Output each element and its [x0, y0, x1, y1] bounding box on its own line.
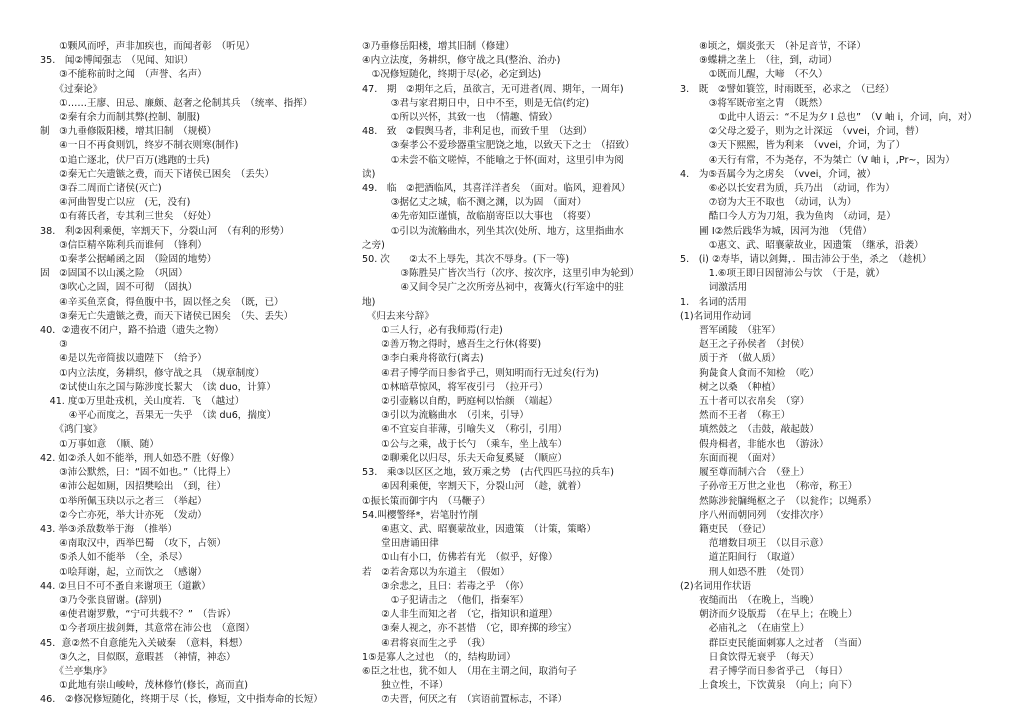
text-line: 质于齐 （做人质）	[680, 353, 781, 365]
text-line: ④使君谢罗敷，“宁可共载不？” （告诉）	[40, 609, 237, 621]
text-line: 序八州而朝同列 （安排次序）	[680, 509, 829, 521]
text-line: 44. ②旦日不可不蚤自来谢项王（道歉）	[40, 580, 211, 592]
text-line: ③乃令张良留谢。(辞别)	[40, 594, 162, 606]
text-line: ①惠文、武、昭襄蒙故业，因遗策 （继承，沿袭）	[680, 239, 924, 251]
text-line: 圃 I②然后践华为城，因河为池 （凭借）	[680, 225, 872, 237]
text-line: ④内立法度，务耕织，修守战之具(整治、治办)	[362, 55, 561, 67]
text-line: ①……王廖、田忌、廉颇、赵奢之伦制其兵 （统率、指挥）	[40, 97, 313, 109]
text-line: ⑥必以长安君为质，兵乃出 （动词，作为）	[680, 183, 895, 195]
text-line: ④平心而度之，吾果无一失乎 （读 du6，揣度）	[40, 410, 277, 422]
text-line: 42. 如②杀人如不能举，刑人如恐不胜（好像）	[40, 452, 240, 464]
text-line: ③余悲之，且曰：若毒之乎 （你）	[362, 580, 529, 592]
text-line: 53. 乘③以区区之地，致万乘之势 (古代四匹马拉的兵车)	[362, 467, 614, 479]
text-line: ①颗风而呼，声非加疾也，而闻者彰 （听见）	[40, 41, 255, 52]
text-line: ②善万物之得时，感吾生之行休(将要)	[362, 339, 542, 351]
text-line: ①有蒋氏者，专其利三世矣 （好处）	[40, 211, 217, 223]
text-line: 《兰亭集序》	[40, 665, 112, 677]
text-line: ③乃垂修岳阳楼，增其旧制（修建）	[362, 41, 515, 52]
text-line: 《过秦论》	[40, 83, 103, 95]
text-line: ③秦无亡失遗镞之费，而天下诸侯已困矣 （失、丢失）	[40, 310, 294, 322]
text-line: ⑥臣之壮也，犹不如人 （用在主谓之间，取消句子	[362, 665, 577, 677]
text-line: ④因利乘便，宰割天下，分裂山河 （趁，就着）	[362, 481, 587, 493]
text-line: 酷口今人方为刀俎，我为鱼肉 （动词，是）	[680, 211, 896, 223]
text-line: ②人非生而知之者 （它，指知识和道理）	[362, 609, 558, 621]
text-line: ②秦无亡矢遗镞之费，而天下诸侯已困矣 （丢失）	[40, 168, 275, 180]
text-line: ③将军既帝室之胄 （既然）	[680, 97, 828, 109]
text-line: ③李白乘舟将欲行(离去)	[362, 353, 484, 365]
text-line: ④君将哀而生之乎 （我）	[362, 637, 491, 649]
text-line: ④天行有常，不为尧存，不为桀亡（V 岫 i，,Pr~，因为）	[680, 154, 955, 166]
text-line: ④又间令吴广之次所旁丛祠中，夜篝火(行军途中的驻	[362, 282, 624, 294]
text-line: 填然鼓之 （击鼓，敲起鼓）	[680, 424, 820, 436]
column-middle	[362, 40, 680, 708]
text-line: 夜缒而出 （在晚上，当晚）	[680, 594, 820, 606]
text-line: ③陈胜吴广皆次当行（次序、按次序，这里引申为轮到）	[362, 268, 640, 280]
text-line: 46. ②修况修短随化，终期于尽（长，修短，文中指寿命的长短）	[40, 694, 323, 706]
text-line: 然陈涉瓮牖绳枢之子 （以瓮作；以绳系）	[680, 495, 877, 507]
text-line: ⑦窃为大王不取也 （动词，认为）	[680, 197, 857, 209]
text-line: 独立性，不译）	[362, 680, 449, 692]
text-line: ④辛买鱼烹食，得鱼腹中书，固以怪之矣 （既，已）	[40, 296, 284, 308]
text-line: 道芷阳间行 （取道）	[680, 552, 800, 564]
text-line: 45．意②然不自意能先入关破秦 （意料，料想）	[40, 637, 248, 649]
text-line: ③秦人视之，亦不甚惜 （它，即弃掷的珍宝）	[362, 623, 577, 635]
text-line: 40．②遗夜不闭户，路不拾遗（遗失之物）	[40, 325, 224, 337]
text-line: 日食饮得无衰乎 （每天）	[680, 651, 820, 663]
text-line: (2)名词用作状语	[680, 580, 752, 592]
text-line: 刑人如恐不胜 （处罚）	[680, 566, 810, 578]
text-line: ①秦孝公据崤函之固 （险固的地势）	[40, 254, 217, 266]
text-line: 之旁)	[362, 239, 385, 251]
text-line: 4. 为⑤吾属今为之虏矣 （vvei，介词，被）	[680, 168, 876, 180]
text-line: 必庙礼之 （在庙堂上）	[680, 623, 810, 635]
text-line: ①子犯请击之 （他们，指秦军）	[362, 594, 529, 606]
text-line: 履至尊而制六合 （登上）	[680, 467, 810, 479]
text-line: ③吹心之固，固不可彻 （固执）	[40, 282, 198, 294]
text-line: ②秦有余力而制其弊(控制、制服)	[40, 112, 200, 124]
text-line: ①举所佩玉玦以示之者三 （举起）	[40, 495, 207, 507]
text-line: 狗彘食人食而不知检 （吃）	[680, 367, 820, 379]
text-line: ①万事如意 （顺、随）	[40, 438, 159, 450]
text-line: ②聊乘化以归尽，乐夫天命复奚疑 （顺应）	[362, 452, 568, 464]
text-line: 君子博学而日参省乎己 （每日）	[680, 665, 848, 677]
text-line: ①今者项庄拔剑舞，其意常在沛公也 （意图）	[40, 623, 255, 635]
text-line: 赵王之子孙侯者 （封侯）	[680, 339, 810, 351]
text-line: 38. 利②因利乘便，宰割天下，分裂山河 （有利的形势）	[40, 225, 290, 237]
text-line: 五十者可以衣帛矣 （穿）	[680, 396, 810, 408]
text-line: ④惠文、武、昭襄蒙故业，因遗策 （计策，策略）	[362, 523, 597, 535]
text-line: 《鸿门宴》	[40, 424, 103, 436]
text-line: 群臣吏民能面刺寡人之过者 （当面）	[680, 637, 868, 649]
text-line: ⑦夫晋，何厌之有 （宾语前置标志，不译）	[362, 694, 568, 706]
text-line: ④河曲智叟亡以应 (无，没有)	[40, 197, 191, 209]
text-line: 54.叫樱警绎*，岩笔肘竹削	[362, 509, 478, 521]
text-line: ①公与之乘，战于长勺 （乘车，坐上战车）	[362, 438, 568, 450]
text-line: ①引以为流觞曲水，列坐其次(处所、地方，这里指曲水	[362, 225, 624, 237]
text-line: 堂田唐诵田律	[362, 538, 439, 550]
text-line: ③信臣精卒陈利兵而谁何 （锋利）	[40, 239, 207, 251]
text-line: 范增数目项王 （以目示意）	[680, 538, 829, 550]
text-line: 1. 名词的活用	[680, 296, 747, 308]
text-line: 词激活用	[680, 282, 748, 294]
text-line: ①况修短随化，终期于尽(必，必定到达)	[362, 69, 542, 81]
text-line: ①既而儿醒，大啼 （不久）	[680, 69, 828, 81]
text-line: 1.⑥项王即日因留沛公与饮 （于是，就）	[680, 268, 885, 280]
text-line: 47. 期 ②期年之后，虽欲言，无可进者(周、期年，一周年)	[362, 83, 624, 95]
text-line: ④一日不再食则饥，终岁不制衣则寒(制作)	[40, 140, 239, 152]
text-line: 地)	[362, 296, 376, 308]
text-line: 子孙帝王万世之业也 （称帝，称王）	[680, 481, 858, 493]
text-line: ②试使山东之国与陈涉度长絜大 （读 duo，计算）	[40, 381, 276, 393]
text-line: ③	[40, 339, 68, 351]
text-line: 49. 临 ②把酒临风，其喜洋洋者矣 （面对。临风，迎着风）	[362, 183, 631, 195]
text-line: ④南取汉中，西举巴蜀 （攻下，占领）	[40, 538, 227, 550]
text-line: ①振长策而御宇内 （马鞭子）	[362, 495, 491, 507]
text-line: 41. 度①万里赴戎机，关山度若．飞 （越过）	[40, 396, 245, 408]
text-line: ③秦孝公不爱珍器重宝肥饶之地，以致天下之士 （招致）	[362, 140, 635, 152]
text-line: ①林暗草惊风，将军夜引弓 （拉开弓）	[362, 381, 549, 393]
text-line: ③引以为流觞曲水 （引来，引导）	[362, 410, 529, 422]
text-line: 然而不王者 （称王）	[680, 410, 791, 422]
text-line: ①所以兴怀，其致一也 （情趣、情致）	[362, 112, 558, 124]
text-line: ②引壶觞以自酌，眄庭柯以怡颜 （端起）	[362, 396, 558, 408]
text-line: ⑨蝶耕之垄上 （往，到，动词）	[680, 55, 838, 67]
text-line: 3. 既 ②譬如簑笠，时雨既至，必求之 （已经）	[680, 83, 895, 95]
text-line: ④沛公起如厕，因招樊哙出 （到，往）	[40, 481, 227, 493]
text-line: ④君子博学而日参省乎己，则知明而行无过矣(行为)	[362, 367, 599, 379]
text-line: ⑤杀人如不能举 （全，杀尽）	[40, 552, 188, 564]
text-line: 朝济而夕设版焉 （在早上；在晚上）	[680, 609, 858, 621]
text-line: 《归去来兮辞》	[362, 310, 434, 322]
text-line: ③吞二周而亡诸侯(灭亡)	[40, 183, 162, 195]
text-line: ②父母之爱子，则为之计深远 （vvei，介词，替）	[680, 126, 925, 138]
text-line: ③久之，目似瞑，意暇甚 （神情，神态）	[40, 651, 236, 663]
text-line: ①山有小口，仿佛若有光 （似乎，好像）	[362, 552, 558, 564]
text-line: 48. 致 ②假舆马者，非利足也，而致千里 （达到）	[362, 126, 593, 138]
text-line: 树之以桑 （种植）	[680, 381, 781, 393]
text-line: 假舟楫者，非能水也 （游泳）	[680, 438, 829, 450]
text-line: 固 ②固国不以山溪之险 （巩固）	[40, 268, 188, 280]
text-line: ③不能称前时之闻 （声誉、名声）	[40, 69, 207, 81]
text-line: 读)	[362, 168, 376, 180]
text-line: 籍吏民 （登记）	[680, 523, 772, 535]
text-line: ①追亡逐北，伏尸百万(逃跑的士兵)	[40, 154, 210, 166]
text-line: ③沛公默然，曰：“固不如也。”（比得上）	[40, 467, 237, 479]
column-left	[40, 40, 358, 708]
text-line: 50. 次 ②太不上辱先，其次不辱身。(下一等)	[362, 254, 570, 266]
text-line: ①此地有崇山峻岭，茂林修竹(修长，高而直)	[40, 680, 248, 692]
text-line: ①内立法度，务耕织，修守战之具 （规章制度）	[40, 367, 265, 379]
text-line: ④不宜妄自菲薄，引喻失义 （称引，引用）	[362, 424, 568, 436]
text-line: 35. 闻②博闻强志 （见闻、知识）	[40, 55, 194, 67]
text-line: 若 ②若舍郑以为东道主 （假如）	[362, 566, 510, 578]
text-line: 43. 举③杀敌数举于海 （推举）	[40, 523, 178, 535]
text-line: ①三人行，必有我师焉(行走)	[362, 325, 503, 337]
text-line: ①此中人语云：“不足为夕 I 总也” （V 岫 i，介词，向，对）	[680, 112, 978, 124]
text-line: ②今亡亦死，举大计亦死 （发动）	[40, 509, 207, 521]
text-line: ④是以先帝简拔以遗陛下 （给予）	[40, 353, 207, 365]
text-line: ①未尝不临文嗟悼，不能喻之于怀(面对，这里引申为阅	[362, 154, 624, 166]
text-line: (1)名词用作动词	[680, 310, 752, 322]
column-right	[680, 40, 998, 693]
text-line: ④先帝知臣谨慎，故临崩寄臣以大事也 （将要）	[362, 211, 597, 223]
text-line: 5. (i) ②寿毕，请以剑舞，．围击沛公于坐，杀之 （趁机）	[680, 254, 932, 266]
text-line: ③据亿丈之城，临不测之渊，以为固 （面对）	[362, 197, 587, 209]
text-line: 上食埃土，下饮黄泉 （向上；向下）	[680, 680, 858, 692]
text-line: 1⑤是寡人之过也 （的，结构助词）	[362, 651, 516, 663]
text-line: 制 ③九垂修阪阳楼，增其旧制 （规模）	[40, 126, 217, 138]
text-line: ①哙拜谢，起，立而饮之 （感谢）	[40, 566, 207, 578]
text-line: ⑧顷之，烟炎张天 （补足音节，不译）	[680, 41, 867, 52]
text-line: ③天下熙熙，皆为利来 （vvei，介词，为了）	[680, 140, 906, 152]
text-line: 东面而视 （面对）	[680, 452, 781, 464]
text-line: ③君与家君期日中，日中不至，则是无信(约定)	[362, 97, 590, 109]
text-line: 晋军函陵 （驻军）	[680, 325, 781, 337]
